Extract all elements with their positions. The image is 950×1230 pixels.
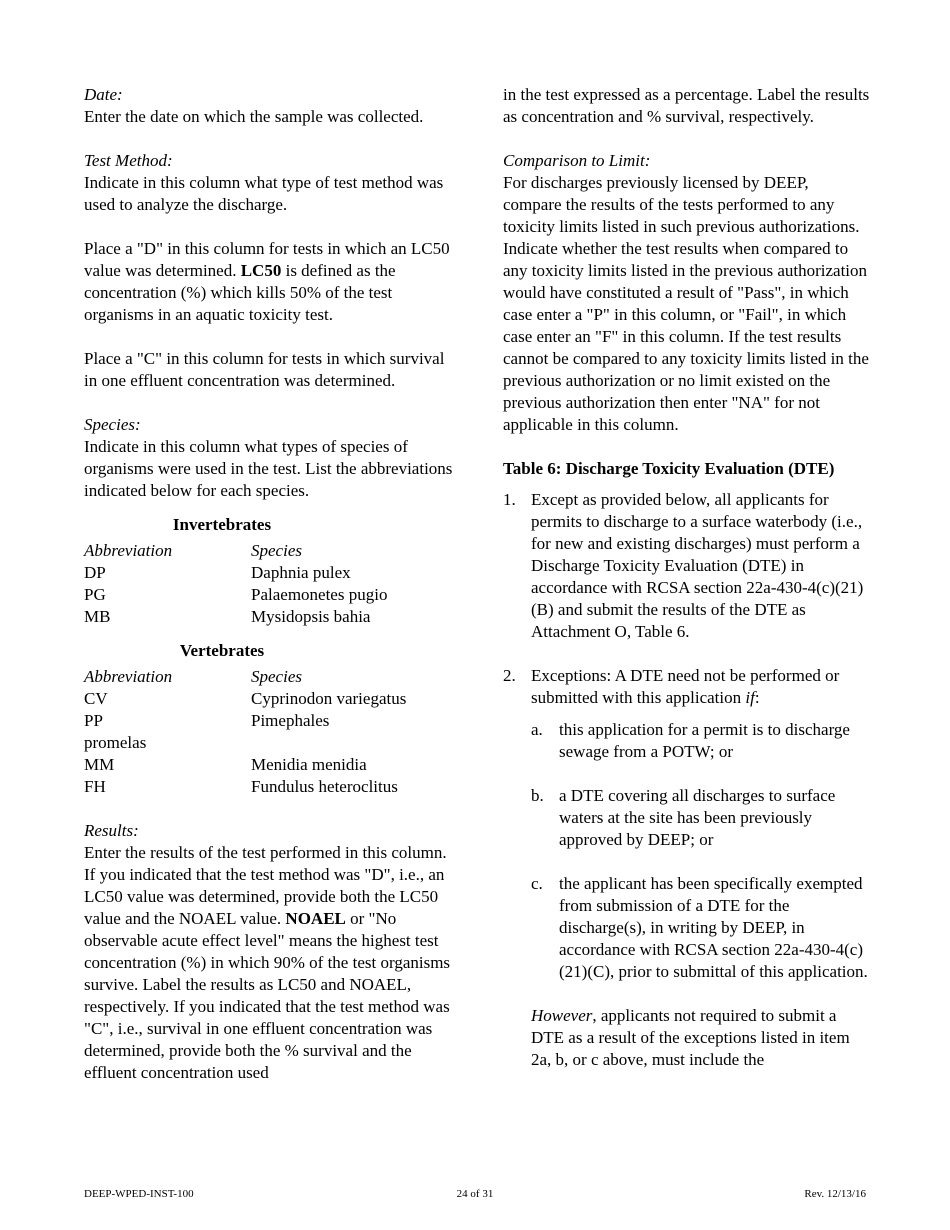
species-cell: Mysidopsis bahia: [251, 607, 371, 626]
abbreviation-column-header: Abbreviation: [84, 667, 173, 686]
table-row: [84, 584, 387, 606]
vertebrates-header-row: [84, 666, 406, 688]
table-row: [84, 688, 406, 710]
table-row: [84, 562, 387, 584]
list-item: 2. Exceptions: A DTE need not be performed or submitted with this application if: a. this application for a permit is to discharge sewage from a POTW; or b. a DTE covering all discharges to surface waters at the site has been previously approved by DEEP; or c. the applicant has been specifically exempted from submission of a DTE for the discharge(s), in writing by DEEP, in accordance with RCSA section 22a-430-4(c)(21)(C), prior to submittal of this application. However, applicants not required to submit a DTE as a result of the exceptions listed in item 2a, b, or c above, must include the: [503, 665, 871, 1071]
exception-item: [531, 719, 871, 763]
exception-letter: b.: [531, 786, 544, 805]
lc50-definition: [84, 238, 459, 326]
abbreviation-cell: PG: [84, 585, 106, 604]
however-term: However: [531, 1006, 593, 1025]
results-label: Results:: [84, 821, 139, 840]
footer-page-number: 24 of 31: [456, 1188, 494, 1200]
exception-item: [531, 873, 871, 983]
table-row: [84, 710, 406, 732]
species-cell: Cyprinodon variegatus: [251, 689, 407, 708]
lc50-intro: Place a "D" in this column for tests in which an LC50 value was determined.: [84, 239, 450, 280]
test-method-text: Indicate in this column what type of test method was used to analyze the discharge.: [84, 173, 444, 214]
species-cell: Fundulus heteroclitus: [251, 777, 398, 796]
abbreviation-cell: DP: [84, 563, 106, 582]
results-text: or "No observable acute effect level" means the highest test concentration (%) in which 90% of the test organisms survive. Label the results as LC50 and NOAEL, respectively. If you indicated that the test method was "C", i.e., survival in one effluent concentration was determined, provide both the % survival and the effluent concentration used: [84, 909, 451, 1082]
abbreviation-column-header: Abbreviation: [84, 541, 173, 560]
exception-text: this application for a permit is to discharge sewage from a POTW; or: [559, 720, 850, 761]
species-cell: Menidia menidia: [251, 755, 367, 774]
noael-term: NOAEL: [285, 909, 346, 928]
list-item: [503, 489, 871, 643]
date-text: Enter the date on which the sample was collected.: [84, 107, 424, 126]
species-section: [84, 414, 459, 502]
results-continued: in the test expressed as a percentage. Label the results as concentration and % survival, respectively.: [503, 85, 870, 126]
table-row: [84, 754, 406, 776]
abbreviation-cell: MB: [84, 607, 111, 626]
species-cell: Palaemonetes pugio: [251, 585, 388, 604]
exception-text: a DTE covering all discharges to surface waters at the site has been previously approved by DEEP; or: [559, 786, 836, 849]
exception-text: the applicant has been specifically exempted from submission of a DTE for the discharge(s), in writing by DEEP, in accordance with RCSA section 22a-430-4(c)(21)(C), prior to submittal of this application.: [559, 874, 868, 981]
lc50-term: LC50: [240, 261, 282, 280]
however-note: [531, 1005, 871, 1071]
species-cell: Pimephales: [251, 711, 330, 730]
exception-item: [531, 785, 871, 851]
date-label: Date:: [84, 85, 123, 104]
test-method-section: [84, 150, 459, 216]
comparison-label: Comparison to Limit:: [503, 151, 651, 170]
species-column-header: Species: [251, 541, 302, 560]
exception-letter: a.: [531, 720, 543, 739]
lc50-definition-text: is defined as the concentration (%) which kills 50% of the test organisms in an aquatic toxicity test.: [84, 261, 396, 324]
vertebrates-heading: Vertebrates: [179, 641, 265, 660]
table-row: [84, 732, 406, 754]
invertebrates-table: [84, 540, 387, 628]
list-item-number: 2.: [503, 666, 516, 685]
table-row: [84, 776, 406, 798]
species-cell: [251, 732, 406, 754]
results-section: [84, 820, 459, 1084]
abbreviation-cell: FH: [84, 777, 106, 796]
right-column: [503, 84, 871, 1093]
species-label: Species:: [84, 415, 141, 434]
abbreviation-cell: PP: [84, 711, 103, 730]
species-text: Indicate in this column what types of species of organisms were used in the test. List the abbreviations indicated below for each species.: [84, 437, 453, 500]
invertebrates-heading: Invertebrates: [172, 515, 272, 534]
abbreviation-cell: MM: [84, 755, 115, 774]
abbreviation-cell: CV: [84, 689, 108, 708]
table-row: [84, 606, 387, 628]
exceptions-intro: Exceptions: A DTE need not be performed or submitted with this application: [531, 666, 840, 707]
list-item-text: Except as provided below, all applicants for permits to discharge to a surface waterbody (i.e., for new and existing discharges) must perform a Discharge Toxicity Evaluation (DTE) in accordance with RCSA section 22a-430-4(c)(21)(B) and submit the results of the DTE as Attachment O, Table 6.: [531, 490, 864, 641]
vertebrates-table: [84, 666, 406, 798]
footer-doc-id: DEEP-WPED-INST-100: [84, 1188, 194, 1200]
species-column-header: Species: [251, 667, 302, 686]
species-cell: Daphnia pulex: [251, 563, 351, 582]
table6-title: Table 6: Discharge Toxicity Evaluation (DTE): [503, 459, 835, 478]
invertebrates-header-row: [84, 540, 387, 562]
footer-revision: Rev. 12/13/16: [804, 1188, 866, 1200]
test-method-label: Test Method:: [84, 151, 173, 170]
however-text: , applicants not required to submit a DTE as a result of the exceptions listed in item 2a, b, or c above, must include the: [531, 1006, 850, 1069]
abbreviation-cell: promelas: [84, 733, 147, 752]
exceptions-if: if: [745, 688, 755, 707]
exceptions-list: [531, 719, 871, 983]
date-section: [84, 84, 459, 128]
exception-letter: c.: [531, 874, 543, 893]
results-intro: Enter the results of the test performed in this column. If you indicated that the test method was "D", i.e., an LC50 value was determined, provide both the LC50 value and the NOAEL value.: [84, 843, 447, 928]
comparison-text: For discharges previously licensed by DEEP, compare the results of the tests performed to any toxicity limits listed in such previous authorizations. Indicate whether the test results when compared to any toxicity limits listed in the previous authorization would have constituted a result of "Pass", in which case enter a "P" in this column, or "Fail", in which case enter an "F" in this column. If the test results cannot be compared to any toxicity limits listed in the previous authorization or no limit existed on the previous authorization then enter "NA" for not applicable in this column.: [503, 173, 869, 434]
dte-list: [503, 489, 871, 1071]
comparison-section: [503, 150, 871, 436]
left-column: [84, 84, 459, 1106]
c-method-text: Place a "C" in this column for tests in which survival in one effluent concentration was determined.: [84, 349, 445, 390]
list-item-number: 1.: [503, 490, 516, 509]
